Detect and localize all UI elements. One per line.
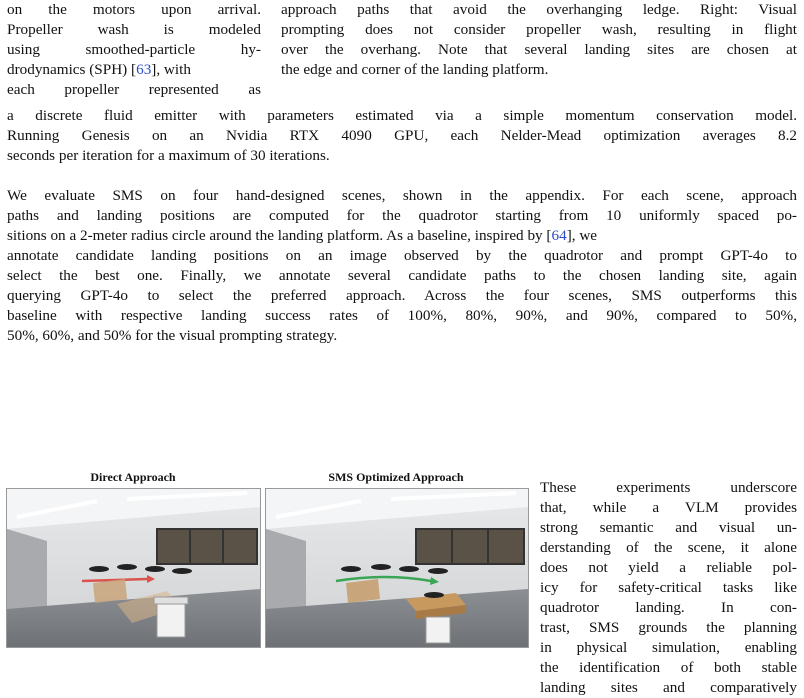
paragraph-1 [7, 106, 797, 166]
text-line: 50%, 60%, and 50% for the visual prompting strategy. [7, 327, 338, 344]
text-line: does not yield a reliable pol- [540, 559, 797, 576]
caption-line: the edge and corner of the landing platform. [281, 61, 549, 78]
text-line: in physical simulation, enabling [540, 639, 797, 656]
caption-line: prompting does not consider propeller wash, resulting in flight [281, 21, 797, 38]
text-line: the identification of both stable [540, 659, 797, 676]
text-line: querying GPT-4o to select the preferred approach. Across the four scenes, SMS outperforms this [7, 287, 797, 304]
text-line: trast, SMS grounds the planning [540, 619, 797, 636]
text-line: drodynamics (SPH) [63], with [7, 61, 191, 78]
room-scene-illustration [266, 489, 528, 647]
text-line: annotate candidate landing positions on an image observed by the quadrotor and prompt GPT-4o to [7, 247, 797, 264]
caption-line: approach paths that avoid the overhanging ledge. Right: Visual [281, 1, 797, 18]
text-line: select the best one. Finally, we annotate several candidate paths to the chosen landing site, again [7, 267, 797, 284]
text-line: a discrete fluid emitter with parameters estimated via a simple momentum conservation model. [7, 107, 797, 124]
figure-title-sms: SMS Optimized Approach [328, 470, 464, 484]
citation-link[interactable]: 63 [136, 61, 152, 78]
text-line: These experiments underscore [540, 479, 797, 496]
text-line: that, while a VLM provides [540, 499, 797, 516]
text-line: Running Genesis on an Nvidia RTX 4090 GPU, each Nelder-Mead optimization averages 8.2 [7, 127, 797, 144]
text-line: Propeller wash is modeled [7, 21, 261, 38]
paragraph-2 [7, 186, 797, 346]
figure-caption [281, 0, 797, 80]
side-paragraph [540, 478, 797, 698]
text-line: each propeller represented as [7, 81, 261, 98]
text-line: seconds per iteration for a maximum of 30 iterations. [7, 147, 330, 164]
text-line: baseline with respective landing success rates of 100%, 80%, 90%, and 90%, compared to 50%, [7, 307, 797, 324]
text-line: derstanding of the scene, it alone [540, 539, 797, 556]
text-line: We evaluate SMS on four hand-designed scenes, shown in the appendix. For each scene, approach [7, 187, 797, 204]
figure-title-direct: Direct Approach [90, 470, 176, 484]
text-line: quadrotor landing. In con- [540, 599, 797, 616]
direct-approach-image [6, 488, 261, 648]
caption-line: over the overhang. Note that several landing sites are chosen at [281, 41, 797, 58]
left-column-text [7, 0, 261, 100]
text-line: paths and landing positions are computed for the quadrotor starting from 10 uniformly spaced po- [7, 207, 797, 224]
text-line: landing sites and comparatively [540, 679, 797, 696]
citation-link[interactable]: 64 [551, 227, 567, 244]
text-line: icy for safety-critical tasks like [540, 579, 797, 596]
room-scene-illustration [7, 489, 260, 647]
text-line: using smoothed-particle hy- [7, 41, 261, 58]
text-line: on the motors upon arrival. [7, 1, 261, 18]
sms-optimized-approach-image [265, 488, 529, 648]
text-line: strong semantic and visual un- [540, 519, 797, 536]
text-line: sitions on a 2-meter radius circle around the landing platform. As a baseline, inspired by [64], we [7, 227, 598, 244]
